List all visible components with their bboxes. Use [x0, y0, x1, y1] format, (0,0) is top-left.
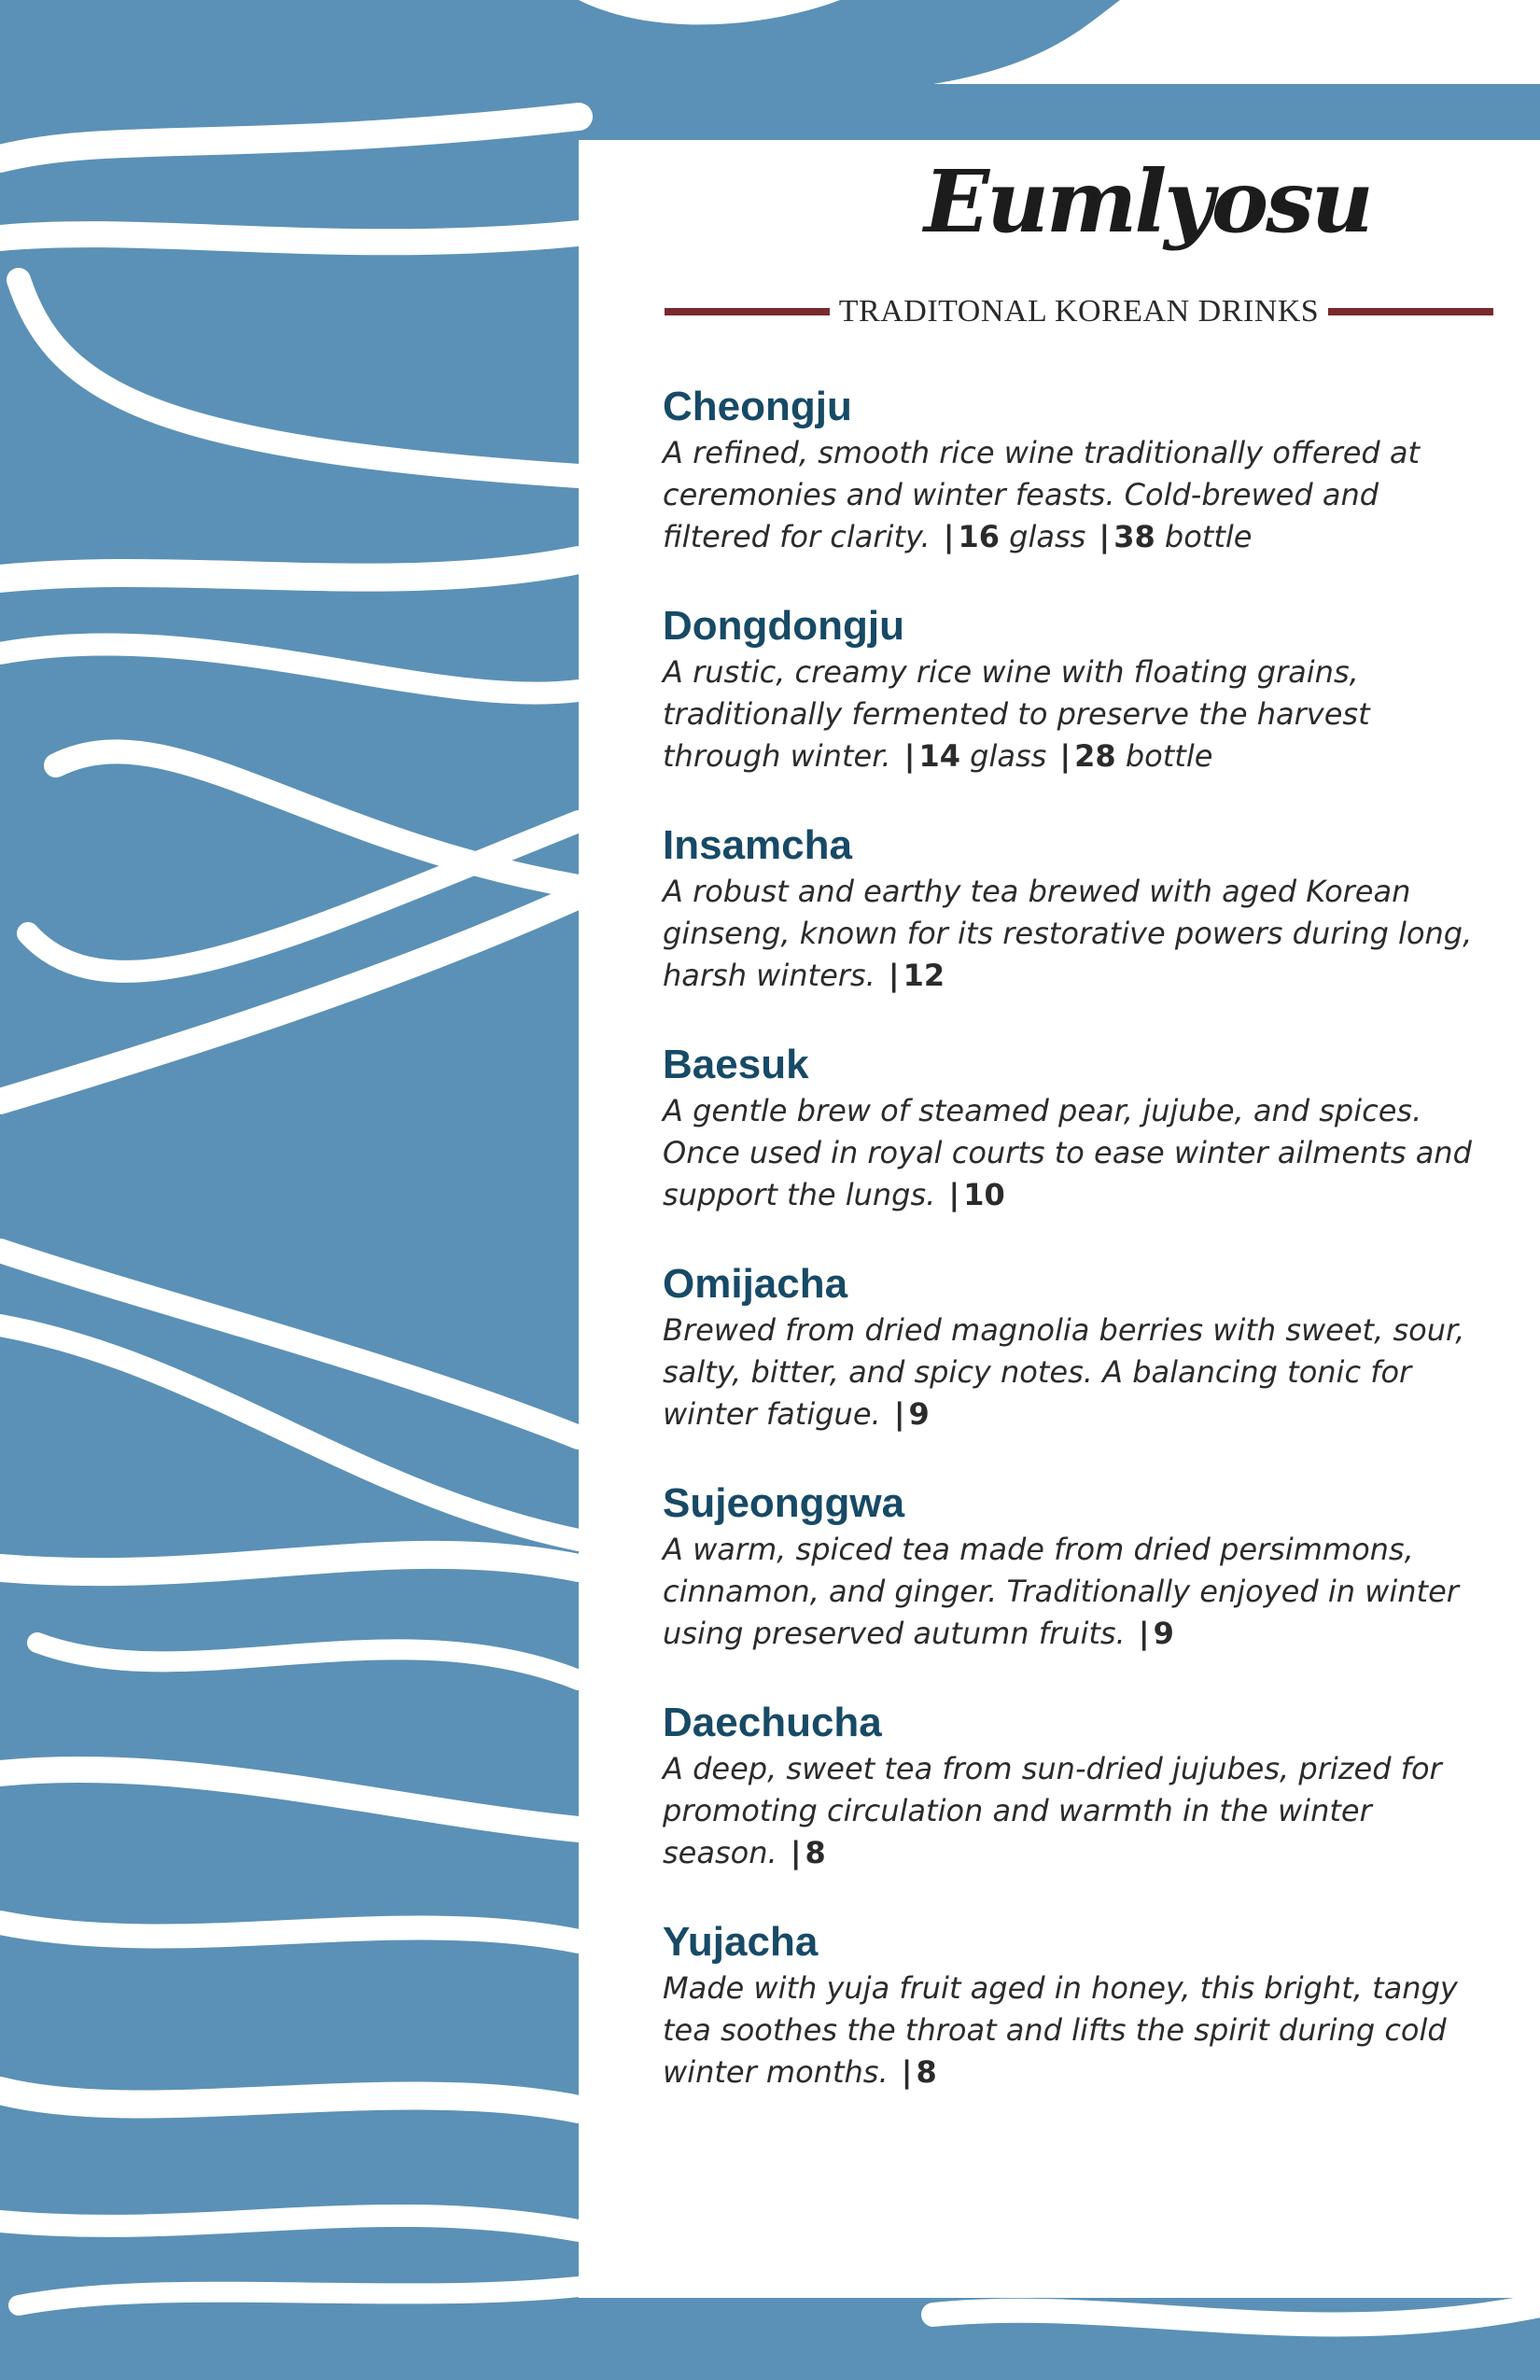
- brand-logo: Eumlyosu: [924, 151, 1371, 252]
- drink-name: Baesuk: [663, 1042, 809, 1087]
- price: 9: [908, 1396, 930, 1432]
- menu-item: [663, 1041, 1493, 1260]
- menu-item: [663, 1699, 1493, 1918]
- drink-name: Yujacha: [663, 1919, 819, 1965]
- drink-description: Made with yuja fruit aged in honey, this bright, tangy tea soothes the throat and lifts the spirit during cold winter months. | 8: [663, 1970, 1458, 2090]
- right-divider: [1328, 308, 1493, 315]
- bottle-price: 38: [1113, 519, 1155, 554]
- menu-item: [663, 1918, 1493, 2137]
- glass-unit: glass: [970, 738, 1047, 774]
- bottle-unit: bottle: [1125, 738, 1213, 774]
- glass-unit: glass: [1009, 519, 1086, 554]
- drink-name: Dongdongju: [663, 603, 905, 649]
- menu-item: [663, 383, 1493, 602]
- description-text: Made with yuja fruit aged in honey, this bright, tangy tea soothes the throat and lifts the spirit during cold winter months.: [663, 1970, 1458, 2090]
- drink-description: A rustic, creamy rice wine with floating grains, traditionally fermented to preserve the harvest through winter. | 14 glass | 28 bottle: [663, 654, 1370, 774]
- menu-item: [663, 1479, 1493, 1699]
- description-text: A deep, sweet tea from sun-dried jujubes, prized for promoting circulation and warmth in the winter season.: [663, 1751, 1442, 1870]
- description-text: A warm, spiced tea made from dried persimmons, cinnamon, and ginger. Traditionally enjoyed in winter using preserved autumn fruits.: [663, 1532, 1459, 1651]
- drink-name: Insamcha: [663, 822, 852, 868]
- subtitle: TRADITONAL KOREAN DRINKS: [838, 294, 1320, 329]
- description-text: A gentle brew of steamed pear, jujube, and spices. Once used in royal courts to ease winter ailments and support the lungs.: [663, 1093, 1472, 1212]
- drink-description: A gentle brew of steamed pear, jujube, and spices. Once used in royal courts to ease winter ailments and support the lungs. | 10: [663, 1093, 1472, 1212]
- drink-name: Omijacha: [663, 1261, 848, 1307]
- subtitle-row: [665, 291, 1493, 332]
- drink-name: Daechucha: [663, 1700, 882, 1745]
- menu-item: [663, 821, 1493, 1041]
- glass-price: 14: [918, 738, 960, 774]
- drink-name: Sujeonggwa: [663, 1480, 905, 1526]
- price: 10: [963, 1177, 1005, 1212]
- description-text: Brewed from dried magnolia berries with sweet, sour, salty, bitter, and spicy notes. A balancing tonic for winter fatigue.: [663, 1312, 1465, 1432]
- price: 8: [916, 2054, 937, 2090]
- menu-item: [663, 1260, 1493, 1479]
- price: 8: [805, 1835, 826, 1870]
- drink-menu: [663, 383, 1493, 2137]
- price: 12: [903, 958, 945, 993]
- drink-description: A warm, spiced tea made from dried persimmons, cinnamon, and ginger. Traditionally enjoyed in winter using preserved autumn fruits. | 9: [663, 1532, 1459, 1651]
- drink-name: Cheongju: [663, 384, 852, 429]
- drink-description: A refined, smooth rice wine traditionally offered at ceremonies and winter feasts. Cold-brewed and filtered for clarity. | 16 glass | 38 bottle: [663, 435, 1421, 554]
- glass-price: 16: [958, 519, 1000, 554]
- description-text: A rustic, creamy rice wine with floating grains, traditionally fermented to preserve the harvest through winter.: [663, 654, 1370, 774]
- bottle-price: 28: [1074, 738, 1116, 774]
- price: 9: [1153, 1616, 1174, 1651]
- description-text: A robust and earthy tea brewed with aged Korean ginseng, known for its restorative powers during long, harsh winters.: [663, 874, 1473, 993]
- drink-description: Brewed from dried magnolia berries with sweet, sour, salty, bitter, and spicy notes. A balancing tonic for winter fatigue. | 9: [663, 1312, 1465, 1432]
- left-divider: [665, 308, 830, 315]
- drink-description: A deep, sweet tea from sun-dried jujubes, prized for promoting circulation and warmth in the winter season. | 8: [663, 1751, 1442, 1870]
- menu-item: [663, 602, 1493, 821]
- description-text: A refined, smooth rice wine traditionally offered at ceremonies and winter feasts. Cold-brewed and filtered for clarity.: [663, 435, 1421, 554]
- bottle-unit: bottle: [1164, 519, 1253, 554]
- drink-description: A robust and earthy tea brewed with aged Korean ginseng, known for its restorative powers during long, harsh winters. | 12: [663, 874, 1473, 993]
